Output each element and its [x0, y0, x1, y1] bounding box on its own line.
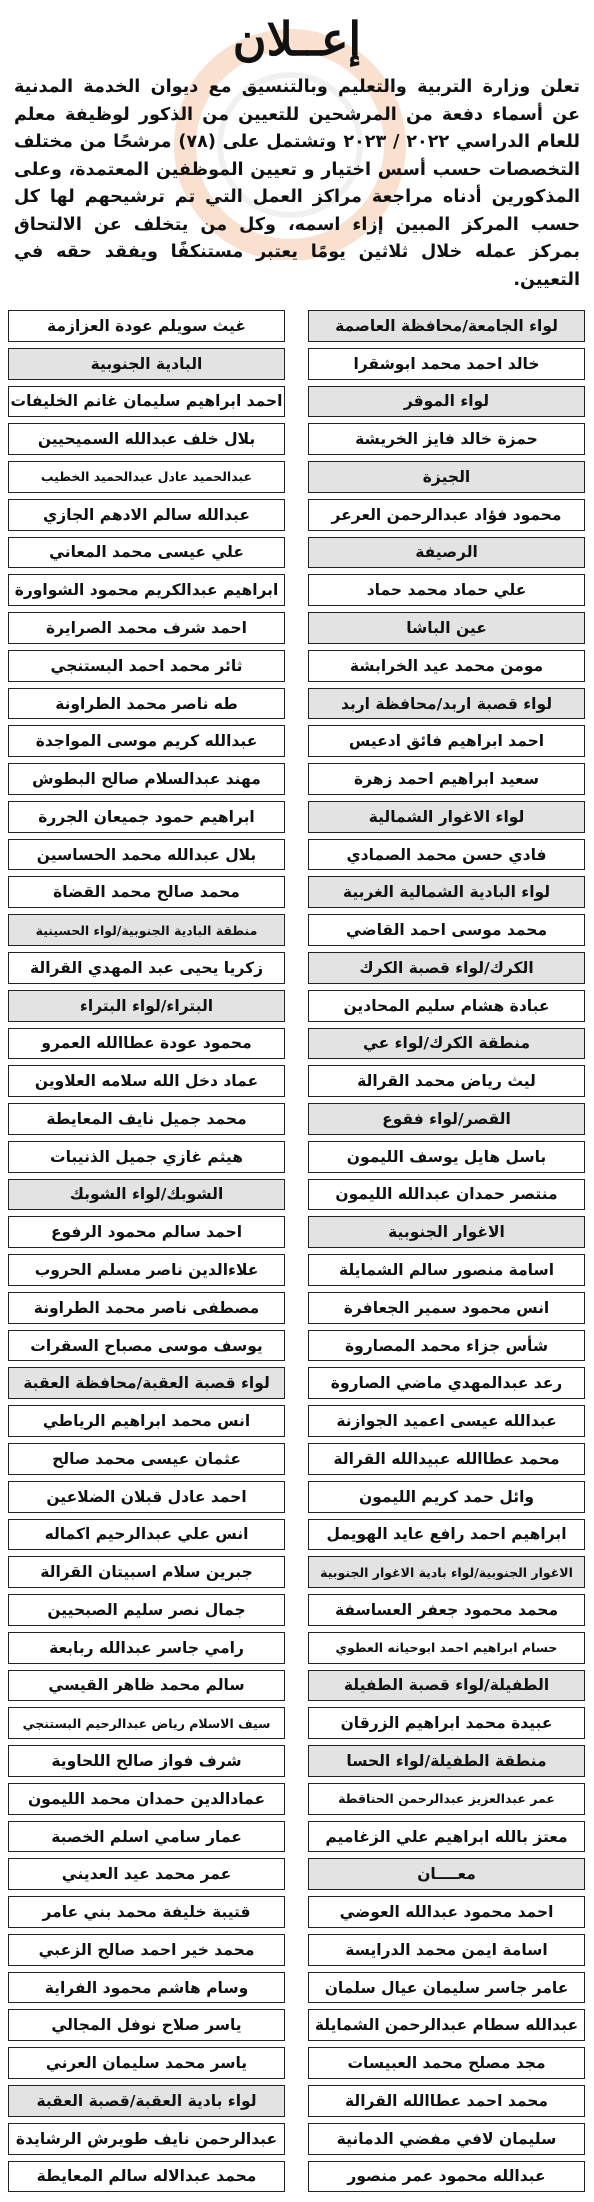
candidate-name: عبدالله سطام عبدالرحمن الشمايلة — [308, 2009, 585, 2041]
region-header: لواء الموقر — [308, 386, 585, 418]
candidate-name: احمد شرف محمد الصرايرة — [8, 612, 285, 644]
candidate-name: مهند عبدالسلام صالح البطوش — [8, 763, 285, 795]
candidate-name: باسل هايل يوسف الليمون — [308, 1141, 585, 1173]
candidate-name: ليث رياض محمد القرالة — [308, 1065, 585, 1097]
candidate-name: وائل حمد كريم الليمون — [308, 1481, 585, 1513]
candidate-name: عبيدة محمد ابراهيم الزرقان — [308, 1707, 585, 1739]
announcement-text: تعلن وزارة التربية والتعليم وبالتنسيق مع ديوان الخدمة المدنية عن أسماء دفعة من المرشحين للتعيين من الذكور لوظيفة معلم للعام الدراسي ٢٠٢٢ / ٢٠٢٣ وتشتمل على (٧٨) مرشحًا من مختلف التخصصات حسب أسس اختيار و تعيين الموظفين المعتمدة، وعلى المذكورين أدناه مراجعة مراكز العمل التي تم ترشيحهم لها كل حسب المركز المبين إزاء اسمه، وكل من يتخلف عن الالتحاق بمركز عمله خلال ثلاثين يومًا يعتبر مستنكفًا ويفقد حقه في التعيين. — [14, 77, 581, 290]
candidate-name: محمد جميل نايف المعايطة — [8, 1103, 285, 1135]
region-header: منطقة البادية الجنوبية/لواء الحسينية — [8, 914, 285, 946]
region-header: منطقة الكرك/لواء عي — [308, 1028, 585, 1060]
candidate-name: عبدالله كريم موسى المواجدة — [8, 725, 285, 757]
candidate-name: علاءالدين ناصر مسلم الحروب — [8, 1254, 285, 1286]
candidate-name: انس محمود سمير الجعافرة — [308, 1292, 585, 1324]
candidate-name: ثائر محمد احمد البستنجي — [8, 650, 285, 682]
region-header: معــــان — [308, 1858, 585, 1890]
candidate-name: رعد عبدالمهدي ماضي الصاروة — [308, 1367, 585, 1399]
candidate-name: هيثم غازي جميل الذنيبات — [8, 1141, 285, 1173]
region-header: الطفيلة/لواء قصبة الطفيلة — [308, 1670, 585, 1702]
candidate-name: قتيبة خليفة محمد بني عامر — [8, 1896, 285, 1928]
candidate-name: ابراهيم عبدالكريم محمود الشواورة — [8, 574, 285, 606]
candidate-name: جبرين سلام اسبيتان القرالة — [8, 1556, 285, 1588]
region-header: لواء الاغوار الشمالية — [308, 801, 585, 833]
candidate-name: عبدالرحمن نايف طويرش الرشايدة — [8, 2123, 285, 2155]
candidate-name: خالد احمد محمد ابوشقرا — [308, 348, 585, 380]
region-header: البادية الجنوبية — [8, 348, 285, 380]
region-header: القصر/لواء فقوع — [308, 1103, 585, 1135]
candidate-name: بلال خلف عبدالله السميحيين — [8, 423, 285, 455]
candidate-name: عمر عبدالعزيز عبدالرحمن الحناقطة — [308, 1783, 585, 1815]
candidate-name: محمد عطاالله عبيدالله القرالة — [308, 1443, 585, 1475]
region-header: لواء بادية العقبة/قصبة العقبة — [8, 2085, 285, 2117]
candidate-name: شرف فواز صالح اللحاوية — [8, 1745, 285, 1777]
region-header: الاغوار الجنوبية/لواء بادية الاغوار الجنوبية — [308, 1556, 585, 1588]
candidate-name: محمود فؤاد عبدالرحمن العرعر — [308, 499, 585, 531]
candidate-name: محمود عودة عطاالله العمرو — [8, 1028, 285, 1060]
page-title: إعــلان — [232, 12, 362, 66]
candidate-name: جمال نصر سليم الصبحيين — [8, 1594, 285, 1626]
candidate-name: محمد خير احمد صالح الزعبي — [8, 1934, 285, 1966]
candidate-name: مومن محمد عيد الخرابشة — [308, 650, 585, 682]
candidate-name: ياسر صلاح نوفل المجالي — [8, 2009, 285, 2041]
candidate-name: عمادالدين حمدان محمد الليمون — [8, 1783, 285, 1815]
candidate-name: انس محمد ابراهيم الرياطي — [8, 1405, 285, 1437]
region-header: لواء قصبة العقبة/محافظة العقبة — [8, 1367, 285, 1399]
candidate-name: عبادة هشام سليم المحادين — [308, 990, 585, 1022]
candidate-name: سليمان لافي مفضي الدمانية — [308, 2123, 585, 2155]
candidate-name: عمر محمد عيد العديني — [8, 1858, 285, 1890]
region-header: منطقة الطفيلة/لواء الحسا — [308, 1745, 585, 1777]
candidate-name: معتز بالله ابراهيم علي الزغاميم — [308, 1821, 585, 1853]
candidate-name: رامي جاسر عبدالله ربابعة — [8, 1632, 285, 1664]
candidate-name: سعيد ابراهيم احمد زهرة — [308, 763, 585, 795]
candidate-name: عماد دخل الله سلامه العلاوين — [8, 1065, 285, 1097]
region-header: الرصيفة — [308, 537, 585, 569]
candidate-name: محمد احمد عطاالله القرالة — [308, 2085, 585, 2117]
candidate-name: ابراهيم حمود جميعان الجررة — [8, 801, 285, 833]
left-column-list — [8, 310, 285, 2198]
region-header: لواء قصبة اربد/محافظة اربد — [308, 688, 585, 720]
candidate-name: منتصر حمدان عبدالله الليمون — [308, 1179, 585, 1211]
candidate-name: اسامة منصور سالم الشمايلة — [308, 1254, 585, 1286]
candidate-name: احمد سالم محمود الرفوع — [8, 1216, 285, 1248]
candidate-name: عبدالحميد عادل عبدالحميد الخطيب — [8, 461, 285, 493]
candidate-name: محمد صالح محمد القضاة — [8, 876, 285, 908]
candidate-name: ابراهيم احمد رافع عايد الهويمل — [308, 1519, 585, 1551]
candidate-name: مجد مصلح محمد العبيسات — [308, 2047, 585, 2079]
candidate-name: زكريا يحيى عبد المهدي القرالة — [8, 952, 285, 984]
candidate-name: غيث سويلم عودة العزازمة — [8, 310, 285, 342]
candidate-name: فادي حسن محمد الصمادي — [308, 839, 585, 871]
region-header: الاغوار الجنوبية — [308, 1216, 585, 1248]
candidate-name: احمد عادل قبلان الضلاعين — [8, 1481, 285, 1513]
region-header: البتراء/لواء البتراء — [8, 990, 285, 1022]
candidate-name: عثمان عيسى محمد صالح — [8, 1443, 285, 1475]
candidate-name: سيف الاسلام رياض عبدالرحيم البستنجي — [8, 1707, 285, 1739]
candidate-name: احمد ابراهيم فائق ادعيس — [308, 725, 585, 757]
candidate-name: محمد موسى احمد القاضي — [308, 914, 585, 946]
candidate-name: يوسف موسى مصباح السقرات — [8, 1330, 285, 1362]
candidate-name: شأس جزاء محمد المصاروة — [308, 1330, 585, 1362]
candidate-name: عامر جاسر سليمان عيال سلمان — [308, 1972, 585, 2004]
candidate-name: احمد محمود عبدالله العوضي — [308, 1896, 585, 1928]
candidate-name: حسام ابراهيم احمد ابوحيانه العطوي — [308, 1632, 585, 1664]
candidate-name: محمد محمود جعفر العساسفة — [308, 1594, 585, 1626]
candidate-name: بلال عبدالله محمد الحساسين — [8, 839, 285, 871]
candidate-name: اسامة ايمن محمد الدرايسة — [308, 1934, 585, 1966]
candidate-name: مصطفى ناصر محمد الطراونة — [8, 1292, 285, 1324]
candidate-name: عمار سامي اسلم الخصبة — [8, 1821, 285, 1853]
candidate-name: محمد عبدالاله سالم المعايطة — [8, 2161, 285, 2193]
candidate-name: طه ناصر محمد الطراونة — [8, 688, 285, 720]
candidate-name: حمزة خالد فايز الخريشة — [308, 423, 585, 455]
right-column-list — [308, 310, 585, 2198]
candidate-name: وسام هاشم محمود الفراية — [8, 1972, 285, 2004]
candidate-name: علي عيسى محمد المعاني — [8, 537, 285, 569]
candidate-name: عبدالله عيسى اعميد الجوازنة — [308, 1405, 585, 1437]
candidate-name: انس علي عبدالرحيم اكماله — [8, 1519, 285, 1551]
region-header: الشوبك/لواء الشوبك — [8, 1179, 285, 1211]
region-header: الجيزة — [308, 461, 585, 493]
region-header: الكرك/لواء قصبة الكرك — [308, 952, 585, 984]
candidate-name: احمد ابراهيم سليمان غانم الخليفات — [8, 386, 285, 418]
candidate-name: عبدالله سالم الادهم الجازي — [8, 499, 285, 531]
candidate-name: ياسر محمد سليمان العرني — [8, 2047, 285, 2079]
region-header: لواء البادية الشمالية الغربية — [308, 876, 585, 908]
candidate-name: سالم محمد ظاهر القيسي — [8, 1670, 285, 1702]
region-header: لواء الجامعة/محافظة العاصمة — [308, 310, 585, 342]
region-header: عين الباشا — [308, 612, 585, 644]
candidate-name: عبدالله محمود عمر منصور — [308, 2161, 585, 2193]
candidate-name: علي حماد محمد حماد — [308, 574, 585, 606]
